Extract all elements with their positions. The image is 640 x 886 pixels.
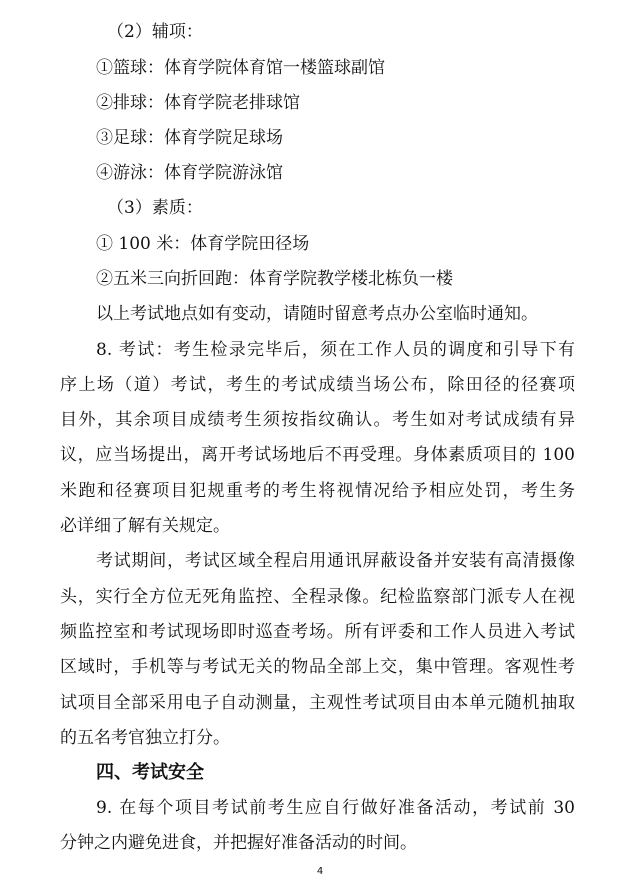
venue-change-notice: 以上考试地点如有变动，请随时留意考点办公室临时通知。 xyxy=(96,304,538,324)
exam-para1-line: 议，应当场提出，离开考试场地后不再受理。身体素质项目的 100 xyxy=(60,445,575,465)
page-number: 4 xyxy=(316,866,324,877)
exam-para2-line: 考试期间，考试区域全程启用通讯屏蔽设备并安装有高清摄像 xyxy=(96,551,575,571)
venue-item-shuttle-run: ②五米三向折回跑：体育学院教学楼北栋负一楼 xyxy=(96,269,453,289)
exam-para2-line: 试项目全部采用电子自动测量，主观性考试项目由本单元随机抽取 xyxy=(60,693,575,713)
venue-item-100m: ① 100 米：体育学院田径场 xyxy=(96,234,310,254)
exam-para2-line: 的五名考官独立打分。 xyxy=(60,728,230,748)
safety-para-line: 9. 在每个项目考试前考生应自行做好准备活动，考试前 30 xyxy=(96,798,575,818)
exam-para1-line: 必详细了解有关规定。 xyxy=(60,516,230,536)
exam-para1-line: 米跑和径赛项目犯规重考的考生将视情况给予相应处罚，考生务 xyxy=(60,481,575,501)
venue-item-basketball: ①篮球：体育学院体育馆一楼篮球副馆 xyxy=(96,58,385,78)
fitness-header: （3）素质： xyxy=(107,198,203,218)
venue-item-swimming: ④游泳：体育学院游泳馆 xyxy=(96,163,283,183)
exam-para1-line: 目外，其余项目成绩考生须按指纹确认。考生如对考试成绩有异 xyxy=(60,410,575,430)
venue-item-football: ③足球：体育学院足球场 xyxy=(96,128,283,148)
exam-para1-line: 8. 考试：考生检录完毕后，须在工作人员的调度和引导下有 xyxy=(96,340,575,360)
exam-para2-line: 频监控室和考试现场即时巡查考场。所有评委和工作人员进入考试 xyxy=(60,622,575,642)
venue-item-volleyball: ②排球：体育学院老排球馆 xyxy=(96,93,300,113)
exam-para2-line: 区域时，手机等与考试无关的物品全部上交，集中管理。客观性考 xyxy=(60,657,575,677)
auxiliary-header: （2）辅项： xyxy=(107,22,203,42)
safety-para-line: 分钟之内避免进食，并把握好准备活动的时间。 xyxy=(60,833,417,853)
exam-para2-line: 头，实行全方位无死角监控、全程录像。纪检监察部门派专人在视 xyxy=(60,587,575,607)
section-heading-exam-safety: 四、考试安全 xyxy=(96,762,204,783)
exam-para1-line: 序上场（道）考试，考生的考试成绩当场公布，除田径的径赛项 xyxy=(60,375,575,395)
